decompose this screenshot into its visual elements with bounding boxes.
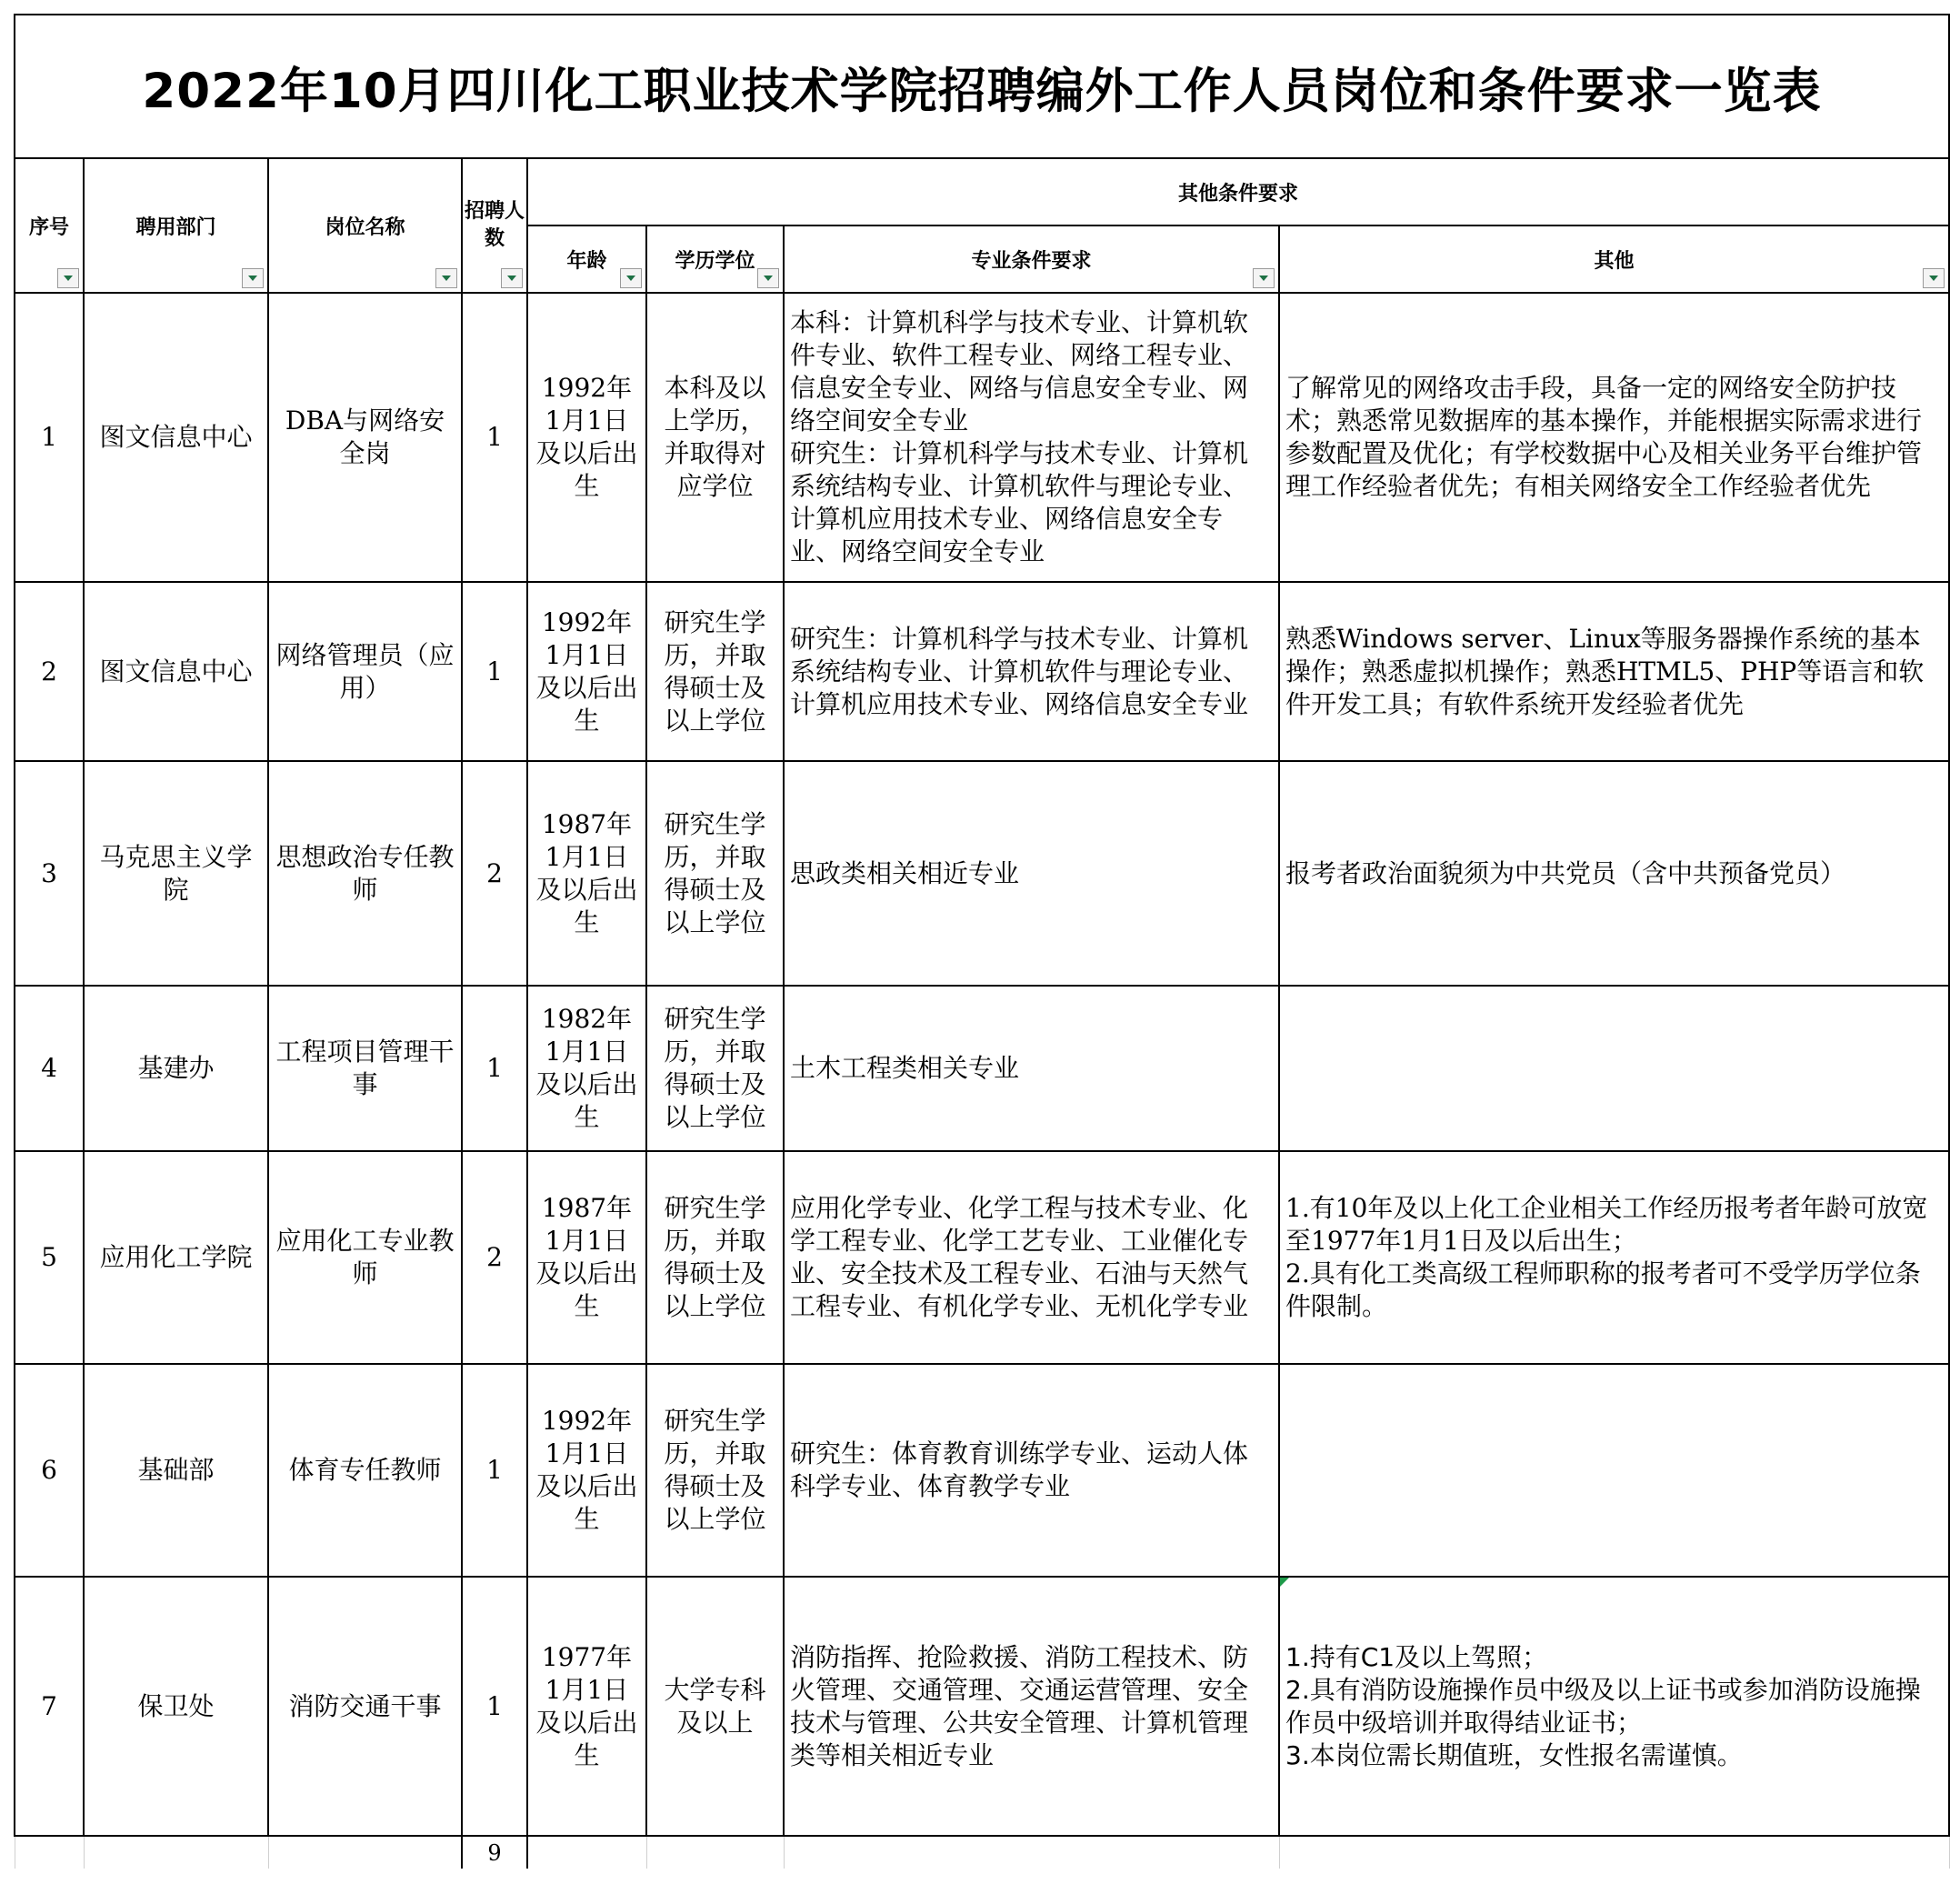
cell-age[interactable]: 1982年1月1日及以后出生 bbox=[527, 986, 646, 1151]
table-row bbox=[15, 986, 1949, 1151]
cell-seq[interactable]: 6 bbox=[15, 1364, 84, 1577]
table-row bbox=[15, 761, 1949, 986]
total-count-cell[interactable]: 9 bbox=[462, 1836, 527, 1869]
cell-position[interactable]: 思想政治专任教师 bbox=[268, 761, 462, 986]
cell-education[interactable]: 研究生学历，并取得硕士及以上学位 bbox=[646, 1151, 784, 1364]
cell-seq[interactable]: 5 bbox=[15, 1151, 84, 1364]
filter-dropdown-icon[interactable] bbox=[1253, 268, 1275, 288]
cell-major[interactable]: 思政类相关相近专业 bbox=[784, 761, 1279, 986]
empty-cell[interactable] bbox=[1279, 1836, 1949, 1869]
header-other-group[interactable]: 其他条件要求 bbox=[527, 158, 1949, 225]
empty-cell[interactable] bbox=[268, 1836, 462, 1869]
cell-other[interactable]: 报考者政治面貌须为中共党员（含中共预备党员） bbox=[1279, 761, 1949, 986]
cell-count[interactable]: 1 bbox=[462, 293, 527, 582]
cell-seq[interactable]: 4 bbox=[15, 986, 84, 1151]
header-major[interactable]: 专业条件要求 bbox=[784, 225, 1279, 293]
filter-dropdown-icon[interactable] bbox=[57, 268, 79, 288]
cell-major[interactable]: 研究生：体育教育训练学专业、运动人体科学专业、体育教学专业 bbox=[784, 1364, 1279, 1577]
cell-count[interactable]: 2 bbox=[462, 761, 527, 986]
cell-education[interactable]: 大学专科及以上 bbox=[646, 1577, 784, 1836]
filter-dropdown-icon[interactable] bbox=[435, 268, 457, 288]
cell-count[interactable]: 2 bbox=[462, 1151, 527, 1364]
cell-dept[interactable]: 应用化工学院 bbox=[84, 1151, 268, 1364]
cell-age[interactable]: 1992年1月1日及以后出生 bbox=[527, 582, 646, 761]
cell-age[interactable]: 1987年1月1日及以后出生 bbox=[527, 761, 646, 986]
cell-age[interactable]: 1987年1月1日及以后出生 bbox=[527, 1151, 646, 1364]
empty-cell[interactable] bbox=[646, 1836, 784, 1869]
cell-count[interactable]: 1 bbox=[462, 1364, 527, 1577]
header-position[interactable]: 岗位名称 bbox=[268, 158, 462, 293]
title-cell[interactable] bbox=[14, 14, 1950, 159]
cell-education[interactable]: 本科及以上学历，并取得对应学位 bbox=[646, 293, 784, 582]
header-count[interactable]: 招聘人数 bbox=[462, 158, 527, 293]
cell-dept[interactable]: 图文信息中心 bbox=[84, 293, 268, 582]
page-title: 2022年10月四川化工职业技术学院招聘编外工作人员岗位和条件要求一览表 bbox=[142, 64, 1822, 119]
cell-seq[interactable]: 3 bbox=[15, 761, 84, 986]
recruitment-table bbox=[14, 157, 1950, 1869]
empty-cell[interactable] bbox=[784, 1836, 1279, 1869]
cell-dept[interactable]: 保卫处 bbox=[84, 1577, 268, 1836]
filter-dropdown-icon[interactable] bbox=[1923, 268, 1945, 288]
empty-cell[interactable] bbox=[527, 1836, 646, 1869]
cell-position[interactable]: 工程项目管理干事 bbox=[268, 986, 462, 1151]
table-row bbox=[15, 582, 1949, 761]
cell-count[interactable]: 1 bbox=[462, 582, 527, 761]
filter-dropdown-icon[interactable] bbox=[501, 268, 523, 288]
cell-other[interactable]: 了解常见的网络攻击手段，具备一定的网络安全防护技术；熟悉常见数据库的基本操作，并能根据实际需求进行参数配置及优化；有学校数据中心及相关业务平台维护管理工作经验者优先；有相关网络安全工作经验者优先 bbox=[1279, 293, 1949, 582]
header-other[interactable]: 其他 bbox=[1279, 225, 1949, 293]
filter-dropdown-icon[interactable] bbox=[620, 268, 642, 288]
cell-position[interactable]: 网络管理员（应用） bbox=[268, 582, 462, 761]
cell-major[interactable]: 研究生：计算机科学与技术专业、计算机系统结构专业、计算机软件与理论专业、计算机应用技术专业、网络信息安全专业 bbox=[784, 582, 1279, 761]
filter-dropdown-icon[interactable] bbox=[242, 268, 264, 288]
table-row bbox=[15, 1577, 1949, 1836]
cell-position[interactable]: DBA与网络安全岗 bbox=[268, 293, 462, 582]
cell-dept[interactable]: 图文信息中心 bbox=[84, 582, 268, 761]
cell-education[interactable]: 研究生学历，并取得硕士及以上学位 bbox=[646, 986, 784, 1151]
header-seq[interactable]: 序号 bbox=[15, 158, 84, 293]
cell-education[interactable]: 研究生学历，并取得硕士及以上学位 bbox=[646, 582, 784, 761]
cell-other[interactable] bbox=[1279, 986, 1949, 1151]
cell-position[interactable]: 消防交通干事 bbox=[268, 1577, 462, 1836]
table-row bbox=[15, 293, 1949, 582]
header-education[interactable]: 学历学位 bbox=[646, 225, 784, 293]
filter-dropdown-icon[interactable] bbox=[757, 268, 779, 288]
cell-major[interactable]: 土木工程类相关专业 bbox=[784, 986, 1279, 1151]
cell-age[interactable]: 1992年1月1日及以后出生 bbox=[527, 293, 646, 582]
cell-seq[interactable]: 1 bbox=[15, 293, 84, 582]
cell-major[interactable]: 应用化学专业、化学工程与技术专业、化学工程专业、化学工艺专业、工业催化专业、安全技术及工程专业、石油与天然气工程专业、有机化学专业、无机化学专业 bbox=[784, 1151, 1279, 1364]
cell-dept[interactable]: 基础部 bbox=[84, 1364, 268, 1577]
table-row bbox=[15, 1364, 1949, 1577]
cell-dept[interactable]: 马克思主义学院 bbox=[84, 761, 268, 986]
cell-education[interactable]: 研究生学历，并取得硕士及以上学位 bbox=[646, 761, 784, 986]
cell-education[interactable]: 研究生学历，并取得硕士及以上学位 bbox=[646, 1364, 784, 1577]
cell-seq[interactable]: 7 bbox=[15, 1577, 84, 1836]
cell-other[interactable] bbox=[1279, 1364, 1949, 1577]
cell-age[interactable]: 1992年1月1日及以后出生 bbox=[527, 1364, 646, 1577]
cell-dept[interactable]: 基建办 bbox=[84, 986, 268, 1151]
empty-cell[interactable] bbox=[15, 1836, 84, 1869]
cell-count[interactable]: 1 bbox=[462, 986, 527, 1151]
header-age[interactable]: 年龄 bbox=[527, 225, 646, 293]
spreadsheet bbox=[14, 14, 1948, 1870]
cell-major[interactable]: 消防指挥、抢险救援、消防工程技术、防火管理、交通管理、交通运营管理、安全技术与管理、公共安全管理、计算机管理类等相关相近专业 bbox=[784, 1577, 1279, 1836]
total-row bbox=[15, 1836, 1949, 1869]
cell-seq[interactable]: 2 bbox=[15, 582, 84, 761]
cell-age[interactable]: 1977年1月1日及以后出生 bbox=[527, 1577, 646, 1836]
cell-position[interactable]: 应用化工专业教师 bbox=[268, 1151, 462, 1364]
cell-other[interactable]: 熟悉Windows server、Linux等服务器操作系统的基本操作；熟悉虚拟机操作；熟悉HTML5、PHP等语言和软件开发工具；有软件系统开发经验者优先 bbox=[1279, 582, 1949, 761]
empty-cell[interactable] bbox=[84, 1836, 268, 1869]
cell-other[interactable]: 1.持有C1及以上驾照； 2.具有消防设施操作员中级及以上证书或参加消防设施操作员中级培训并取得结业证书； 3.本岗位需长期值班，女性报名需谨慎。 bbox=[1279, 1577, 1949, 1836]
cell-marker-icon bbox=[1280, 1578, 1289, 1587]
cell-position[interactable]: 体育专任教师 bbox=[268, 1364, 462, 1577]
cell-other[interactable]: 1.有10年及以上化工企业相关工作经历报考者年龄可放宽至1977年1月1日及以后出生； 2.具有化工类高级工程师职称的报考者可不受学历学位条件限制。 bbox=[1279, 1151, 1949, 1364]
header-dept[interactable]: 聘用部门 bbox=[84, 158, 268, 293]
cell-major[interactable]: 本科：计算机科学与技术专业、计算机软件专业、软件工程专业、网络工程专业、信息安全专业、网络与信息安全专业、网络空间安全专业 研究生：计算机科学与技术专业、计算机系统结构专业、计算机软件与理论专业、计算机应用技术专业、网络信息安全专业、网络空间安全专业 bbox=[784, 293, 1279, 582]
table-row bbox=[15, 1151, 1949, 1364]
cell-count[interactable]: 1 bbox=[462, 1577, 527, 1836]
